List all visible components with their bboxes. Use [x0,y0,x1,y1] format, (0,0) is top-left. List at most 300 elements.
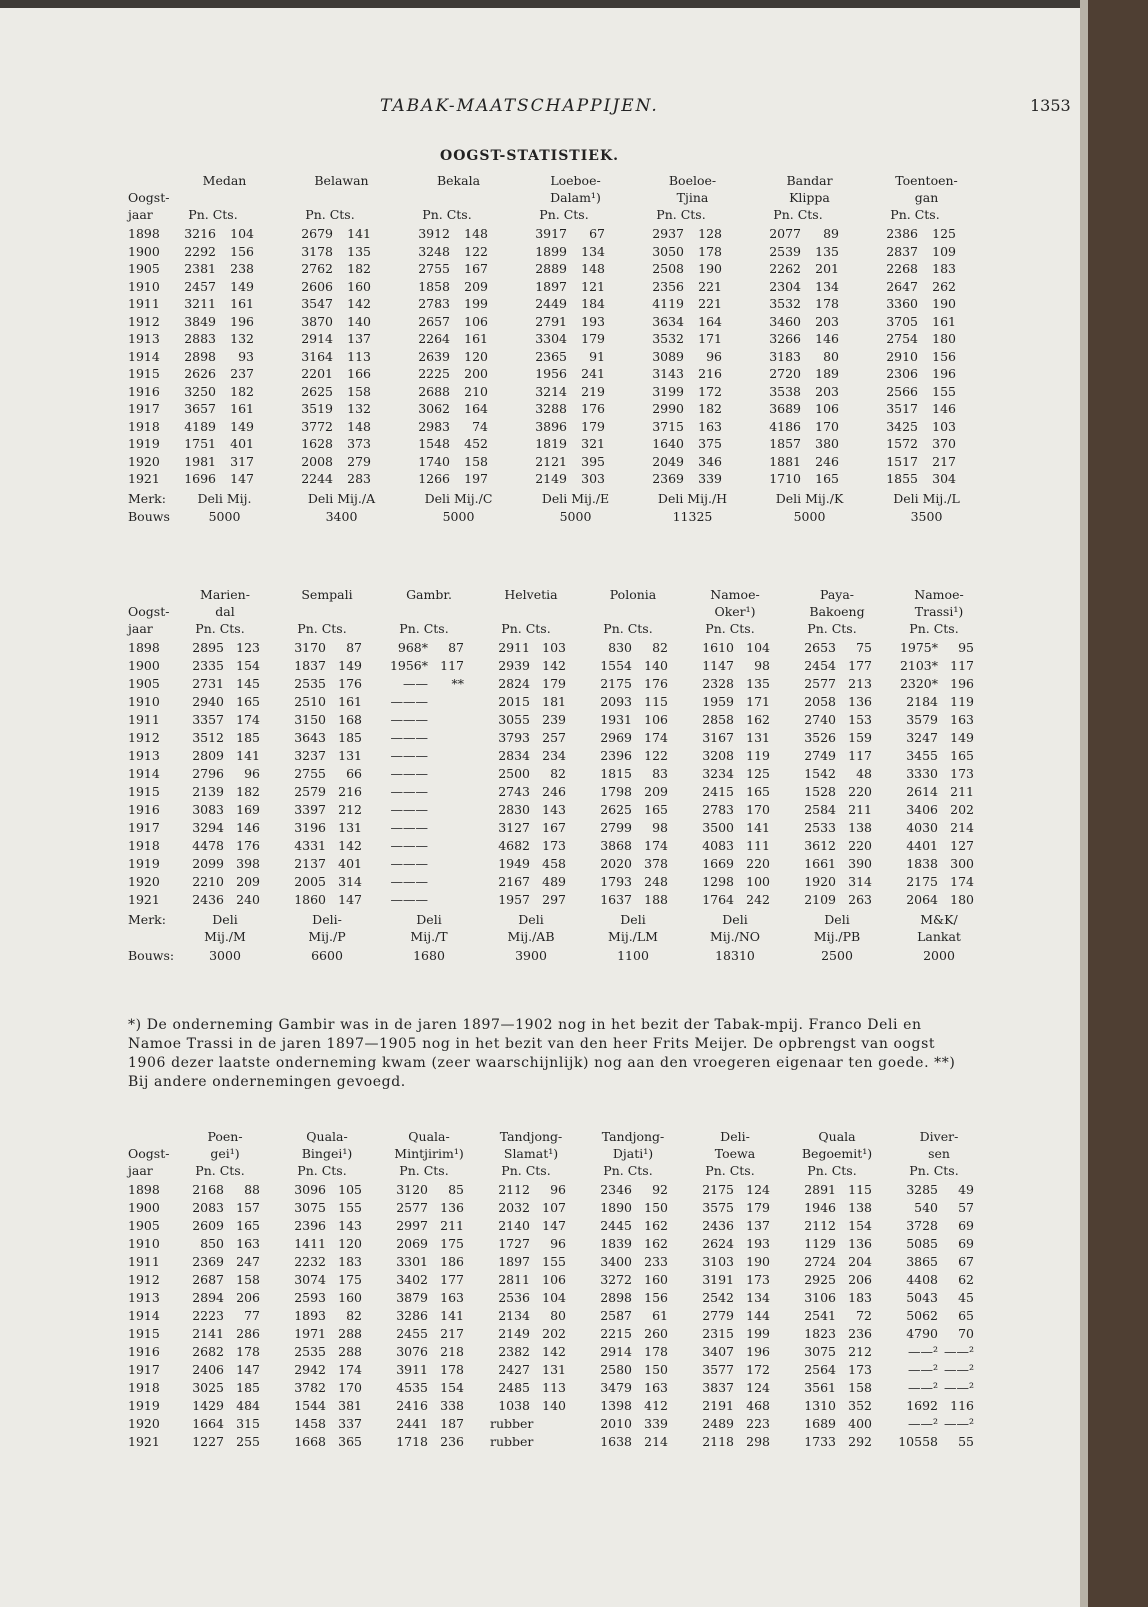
value-pn: 3127 [498,820,530,835]
value-pn: 1949 [498,856,530,871]
group-header: Sempali [301,587,353,602]
value-pn: 3577 [702,1362,734,1377]
table-row [128,418,1000,436]
value-pn: 2201 [301,366,333,381]
table-row [128,243,1000,261]
value-cts: 190 [698,261,722,276]
value-pn: 1710 [769,471,801,486]
value-pn: 3865 [906,1254,938,1269]
value-pn: 1931 [600,712,632,727]
value-pn: 2720 [769,366,801,381]
year-cell: 1920 [128,1416,160,1431]
value-cts: 175 [440,1236,464,1251]
value-pn: 2983 [418,418,450,434]
value-pn: 3055 [498,712,530,727]
value-pn: 2653 [804,640,836,655]
value-cts: 142 [542,1344,566,1359]
table-row [128,801,1000,819]
value-pn: 3304 [535,331,567,346]
value-pn: 1266 [418,471,450,486]
table-row [128,225,1000,243]
value-pn: 1628 [301,436,333,451]
value-cts: 161 [230,296,254,311]
value-pn: 2346 [600,1182,632,1197]
year-cell: 1911 [128,712,160,727]
year-cell: 1913 [128,331,160,346]
value-cts: 66 [346,766,362,781]
value-pn: 3266 [769,331,801,346]
value-pn: 2625 [600,802,632,817]
value-cts: 138 [848,1200,872,1215]
value-pn: 2940 [192,694,224,709]
value-pn: 1764 [702,892,734,907]
value-cts: ——² [943,1362,974,1377]
table-row [128,1397,1000,1415]
value-cts: 65 [958,1308,974,1323]
value-pn: 3272 [600,1272,632,1287]
value-pn: 3294 [192,820,224,835]
value-pn: 1751 [184,436,216,451]
value-pn: 3793 [498,730,530,745]
value-pn: 3397 [294,802,326,817]
value-cts: 286 [236,1326,260,1341]
value-pn: 1664 [192,1416,224,1431]
table-row [128,470,1000,488]
value-pn: 2539 [769,243,801,259]
value-cts: 262 [932,278,956,294]
value-pn: 3689 [769,401,801,416]
value-cts: 115 [848,1182,872,1197]
value-cts: 209 [644,784,668,799]
value-cts: 257 [542,730,566,745]
value-cts: 179 [746,1200,770,1215]
table-row [128,747,1000,765]
value-pn: 1920 [804,874,836,889]
value-pn: 3519 [301,401,333,416]
value-pn: 2755 [418,261,450,276]
value-cts: 104 [746,640,770,655]
value-cts: 100 [746,874,770,889]
value-cts: 161 [338,694,362,709]
value-cts: 352 [848,1398,872,1413]
value-cts: 176 [644,676,668,691]
year-cell: 1916 [128,1344,160,1359]
value-pn: 3167 [702,730,734,745]
value-cts: 136 [440,1200,464,1215]
value-cts: 165 [815,471,839,486]
bouws-value: 3400 [325,508,358,524]
value-pn: 2687 [192,1272,224,1287]
value-pn: 1544 [294,1398,326,1413]
value-cts: 87 [346,640,362,655]
value-pn: 2783 [418,296,450,311]
page-number: 1353 [1030,96,1071,115]
merk-value: M&K/ Lankat [917,912,961,944]
value-pn: 2008 [301,453,333,469]
value-pn: 1860 [294,892,326,907]
year-cell: 1898 [128,640,160,655]
value-cts: 298 [746,1434,770,1449]
value-pn: 4408 [906,1272,938,1287]
merk-value: Deli- Mij./P [308,912,346,944]
value-cts: 164 [464,401,488,416]
year-cell: 1921 [128,471,160,486]
value-cts: 93 [238,348,254,364]
value-cts: 96 [550,1236,566,1251]
value-cts: 69 [958,1236,974,1251]
value-cts: 211 [950,784,974,799]
value-pn: 2140 [498,1218,530,1233]
value-cts: 179 [581,331,605,346]
year-cell: 1918 [128,838,160,853]
value-pn: 2830 [498,802,530,817]
year-cell: 1914 [128,348,160,364]
value-cts: 247 [236,1254,260,1269]
value-pn: 2755 [294,766,326,781]
value-cts: 140 [644,658,668,673]
value-cts: 154 [440,1380,464,1395]
year-cell: 1905 [128,676,160,691]
value-pn: 3912 [418,226,450,241]
value-cts: 204 [848,1254,872,1269]
value-pn: 3178 [301,243,333,259]
value-cts: 182 [347,261,371,276]
value-pn: 1661 [804,856,836,871]
value-pn: 1227 [192,1434,224,1449]
unit-header: Pn. Cts. [705,1163,755,1178]
value-pn: 1897 [498,1254,530,1269]
value-cts: 174 [644,730,668,745]
value-cts: 216 [698,366,722,381]
value-cts: 135 [815,243,839,259]
table-row [128,873,1000,891]
value-pn: 1669 [702,856,734,871]
value-cts: 167 [464,261,488,276]
value-cts: 120 [338,1236,362,1251]
value-cts: 178 [440,1362,464,1377]
value-cts: 158 [848,1380,872,1395]
value-pn: 1038 [498,1398,530,1413]
table-row [128,1361,1000,1379]
value-pn: 1640 [652,436,684,451]
merk-label: Merk: [128,912,166,927]
value-cts: 201 [815,261,839,276]
value-cts: 178 [644,1344,668,1359]
table-row [128,891,1000,909]
bouws-value: 5000 [208,508,241,524]
group-header: Polonia [609,587,657,602]
value-pn: 2679 [301,226,333,241]
value-pn: 5043 [906,1290,938,1305]
value-pn: 1718 [396,1434,428,1449]
value-cts: ——² [943,1344,974,1359]
value-pn: 1727 [498,1236,530,1251]
value-cts: 180 [950,892,974,907]
year-cell: 1921 [128,892,160,907]
value-cts: 161 [230,401,254,416]
value-cts: 303 [581,471,605,486]
value-pn: 2225 [418,366,450,381]
table-row [128,1343,1000,1361]
bouws-value: 18310 [715,948,755,963]
merk-value: Deli Mij./PB [813,912,861,944]
value-pn: 2883 [184,331,216,346]
year-cell: 1915 [128,366,160,381]
table-row [128,400,1000,418]
value-cts: 55 [958,1434,974,1449]
value-pn: 2682 [192,1344,224,1359]
value-pn: 2049 [652,453,684,469]
value-pn: 3211 [184,296,216,311]
group-header: Quala- Mintjirim¹) [394,1129,464,1161]
unit-header: Pn. Cts. [909,1163,959,1178]
bouws-value: 11325 [672,508,713,524]
group-header: Medan [202,173,247,188]
value-cts: 156 [230,243,254,259]
value-cts: 174 [236,712,260,727]
value-cts: 180 [932,331,956,346]
value-cts: 370 [932,436,956,451]
value-cts: 240 [236,892,260,907]
value-pn: 2112 [804,1218,836,1233]
value-pn: 1981 [184,453,216,469]
value-cts: 179 [542,676,566,691]
value-cts: 233 [644,1254,668,1269]
value-cts: 212 [338,802,362,817]
value-cts: 111 [746,838,770,853]
year-cell: 1915 [128,1326,160,1341]
group-header: Bandar Klippa [786,173,833,205]
year-cell: 1905 [128,1218,160,1233]
group-header: Paya- Bakoeng [809,587,865,619]
value-cts: 174 [950,874,974,889]
value-pn: 2386 [886,226,918,241]
value-pn: 3532 [769,296,801,311]
value-pn: ——² [907,1344,938,1359]
value-pn: 2215 [600,1326,632,1341]
value-pn: 3208 [702,748,734,763]
unit-header: Pn. Cts. [773,207,823,222]
value-cts: 202 [950,802,974,817]
group-header: Marien- dal [200,587,250,619]
unit-header: Pn. Cts. [195,621,245,636]
value-cts: 144 [746,1308,770,1323]
value-pn: 2533 [804,820,836,835]
value-pn: 2139 [192,784,224,799]
value-pn: 2396 [600,748,632,763]
value-cts: 489 [542,874,566,889]
value-cts: 304 [932,471,956,486]
value-pn: 2121 [535,453,567,469]
value-cts: 183 [932,261,956,276]
value-cts: 117 [950,658,974,673]
value-cts: 283 [347,471,371,486]
value-pn: 2427 [498,1362,530,1377]
table-row [128,295,1000,313]
value-cts: 80 [550,1308,566,1323]
table-row [128,383,1000,401]
value-pn: 2969 [600,730,632,745]
value-pn: 2382 [498,1344,530,1359]
value-pn: 2639 [418,348,450,364]
value-pn: ——— [390,820,428,835]
value-pn: 5062 [906,1308,938,1323]
value-cts: 263 [848,892,872,907]
value-pn: 2914 [301,331,333,346]
table-row [128,1271,1000,1289]
value-pn: 2149 [535,471,567,486]
value-pn: 3183 [769,348,801,364]
value-pn: 1517 [886,453,918,469]
value-pn: 2109 [804,892,836,907]
value-cts: 137 [347,331,371,346]
year-cell: 1900 [128,658,160,673]
value-cts: 82 [550,766,566,781]
value-pn: 1696 [184,471,216,486]
merk-value: Deli Mij./H [657,490,728,506]
table-row [128,313,1000,331]
value-cts: 161 [464,331,488,346]
value-cts: 209 [236,874,260,889]
unit-header: Pn. Cts. [297,1163,347,1178]
value-cts: 241 [581,366,605,381]
value-pn: 3050 [652,243,684,259]
value-pn: 1310 [804,1398,836,1413]
group-header: Toentoen- gan [895,173,958,205]
value-pn: 2811 [498,1272,530,1287]
unit-header: Pn. Cts. [399,1163,449,1178]
value-cts: 85 [448,1182,464,1197]
value-pn: 3237 [294,748,326,763]
value-cts: 132 [230,331,254,346]
value-cts: 171 [746,694,770,709]
value-cts: 95 [958,640,974,655]
value-pn: 2369 [192,1254,224,1269]
merk-value: Deli Mij./AB [507,912,555,944]
value-cts: 197 [464,471,488,486]
value-pn: 1398 [600,1398,632,1413]
year-cell: 1913 [128,748,160,763]
value-pn: 3216 [184,226,216,241]
value-cts: 83 [652,766,668,781]
value-pn: 2731 [192,676,224,691]
value-pn: 1837 [294,658,326,673]
value-cts: 159 [848,730,872,745]
value-cts: 162 [644,1236,668,1251]
value-pn: 3286 [396,1308,428,1323]
value-pn: 2118 [702,1434,734,1449]
value-pn: 3143 [652,366,684,381]
value-pn: 2134 [498,1308,530,1323]
value-pn: 3247 [906,730,938,745]
value-cts: 203 [815,313,839,329]
value-pn: 2369 [652,471,684,486]
value-pn: 3837 [702,1380,734,1395]
table-row [128,1379,1000,1397]
value-cts: 218 [440,1344,464,1359]
value-cts: 154 [236,658,260,673]
value-cts: 148 [464,226,488,241]
value-cts: 401 [230,436,254,451]
value-cts: 168 [338,712,362,727]
value-cts: 185 [236,1380,260,1395]
year-cell: 1905 [128,261,160,276]
value-pn: 3285 [906,1182,938,1197]
value-cts: 314 [338,874,362,889]
value-cts: 134 [815,278,839,294]
value-cts: 136 [848,694,872,709]
bouws-value: 3500 [910,508,943,524]
value-cts: 210 [464,383,488,399]
column-label-oogstjaar: Oogst- jaar [128,190,170,222]
group-header: Belawan [314,173,369,188]
value-cts: 106 [542,1272,566,1287]
value-pn: 3870 [301,313,333,329]
group-header: Namoe- Oker¹) [710,587,760,619]
value-pn: 1815 [600,766,632,781]
value-cts: 220 [848,838,872,853]
value-cts: 300 [950,856,974,871]
value-cts: 176 [338,676,362,691]
value-pn: 3460 [769,313,801,329]
year-cell: 1921 [128,1434,160,1449]
value-cts: 172 [698,383,722,399]
year-cell: 1914 [128,1308,160,1323]
value-cts: ——² [943,1380,974,1395]
column-label-oogstjaar: Oogst- jaar [128,1146,170,1178]
unit-header: Pn. Cts. [656,207,706,222]
value-cts: 127 [950,838,974,853]
bouws-value: 5000 [559,508,592,524]
merk-value: Deli Mij./LM [608,912,658,944]
value-cts: 400 [848,1416,872,1431]
value-pn: 2937 [652,226,684,241]
bouws-value: 5000 [442,508,475,524]
value-pn: 2942 [294,1362,326,1377]
value-pn: 1528 [804,784,836,799]
value-pn: 2587 [600,1308,632,1323]
unit-header: Pn. Cts. [501,621,551,636]
value-pn: 2895 [192,640,224,655]
value-pn: 1548 [418,436,450,451]
value-cts: 171 [698,331,722,346]
value-cts: 217 [440,1326,464,1341]
value-pn: 1542 [804,766,836,781]
value-pn: 3917 [535,226,567,241]
value-pn: 850 [200,1236,224,1251]
value-pn: 1689 [804,1416,836,1431]
value-pn: 4030 [906,820,938,835]
value-cts: 163 [950,712,974,727]
unit-header: Pn. Cts. [909,621,959,636]
bouws-value: 1100 [617,948,649,963]
year-cell: 1900 [128,243,160,259]
value-pn: ——— [390,874,428,889]
year-cell: 1919 [128,1398,160,1413]
value-pn: 3479 [600,1380,632,1395]
value-pn: 2609 [192,1218,224,1233]
value-cts: 163 [698,418,722,434]
value-cts: 91 [589,348,605,364]
value-pn: 4535 [396,1380,428,1395]
value-pn: 2754 [886,331,918,346]
value-pn: 1411 [294,1236,326,1251]
value-cts: 149 [230,418,254,434]
value-cts: 176 [581,401,605,416]
group-header: Quala- Bingei¹) [301,1129,353,1161]
value-cts: 124 [746,1182,770,1197]
value-pn: 3849 [184,313,216,329]
